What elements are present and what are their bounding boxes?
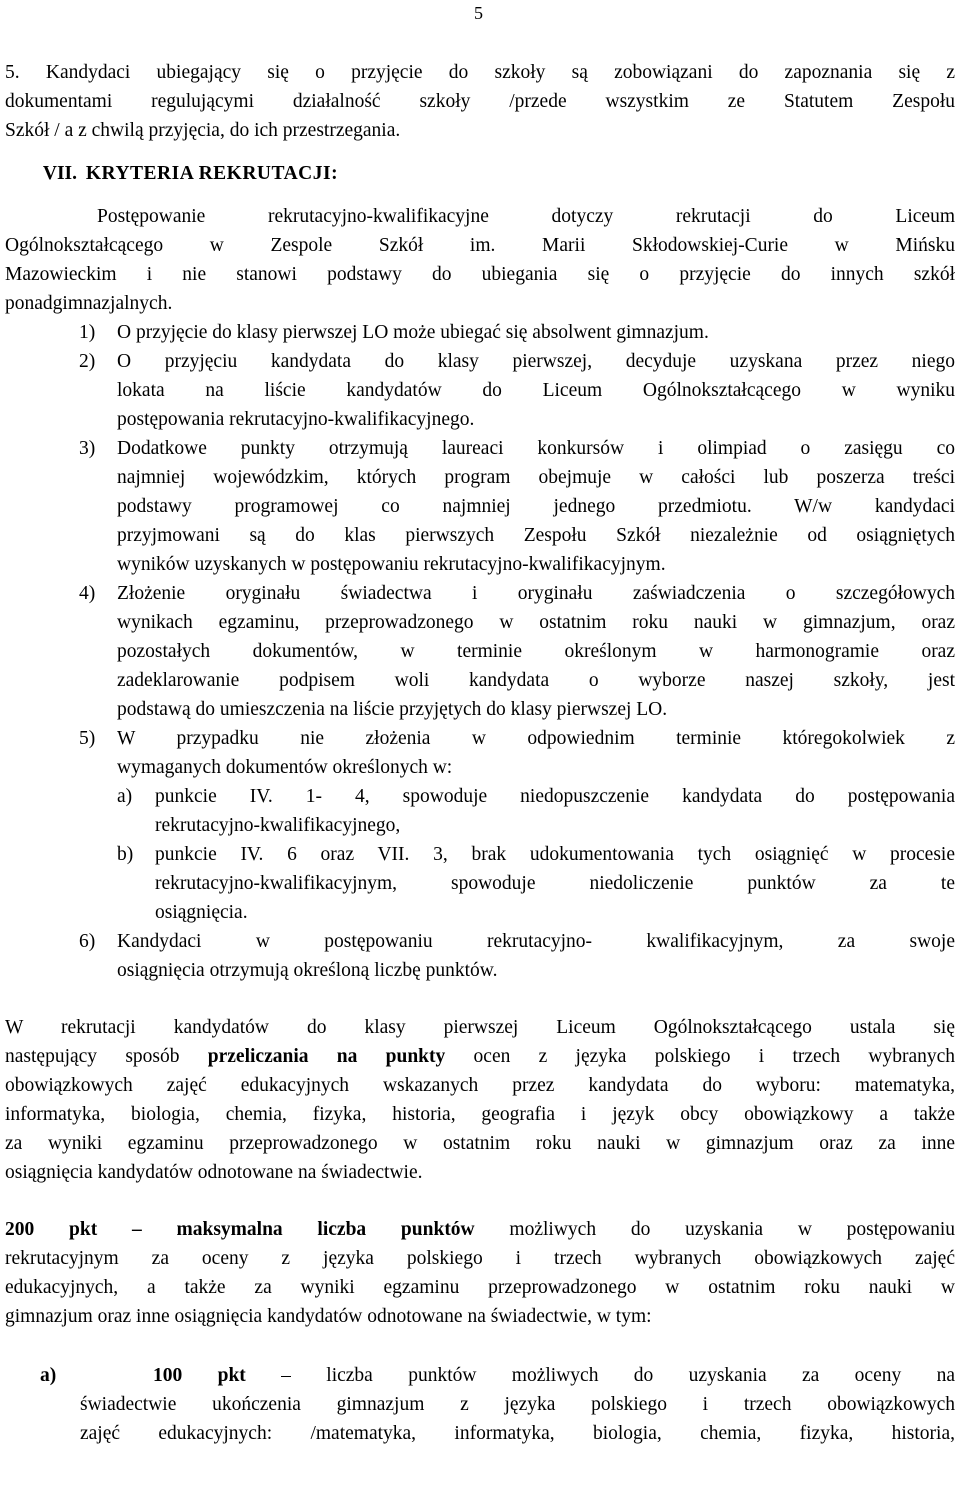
preamble — [5, 202, 955, 318]
paragraph-line: za wyniki egzaminu przeprowadzonego w ostatnim roku nauki w gimnazjum oraz za inne — [5, 1133, 955, 1154]
paragraph-line — [5, 1215, 955, 1244]
sub-list-marker: b) — [117, 844, 134, 865]
list-line: lokata na liście kandydatów do Liceum Ogólnokształcącego w wyniku — [117, 380, 955, 401]
point-line — [153, 1361, 955, 1390]
sub-list-item — [117, 782, 955, 840]
text-run: następujący sposób — [5, 1046, 180, 1067]
list-item — [5, 318, 955, 347]
list-line: Dodatkowe punkty otrzymują laureaci konkursów i olimpiad o zasięgu co — [117, 438, 955, 459]
list-item — [5, 579, 955, 724]
list-line: zadeklarowanie podpisem woli kandydata o wyborze naszej szkoły, jest — [117, 670, 955, 691]
sub-list-line: punkcie IV. 6 oraz VII. 3, brak udokumentowania tych osiągnięć w procesie — [155, 844, 955, 865]
criteria-list — [5, 318, 955, 985]
list-line: W przypadku nie złożenia w odpowiednim terminie któregokolwiek z — [117, 728, 955, 749]
list-line: osiągnięcia otrzymują określoną liczbę punktów. — [117, 960, 498, 981]
intro-line: dokumentami regulującymi działalność szkoły /przede wszystkim ze Statutem Zespołu — [5, 91, 955, 112]
list-line: Kandydaci w postępowaniu rekrutacyjno- kwalifikacyjnym, za swoje — [117, 931, 955, 952]
section-number: VII. — [42, 163, 77, 184]
list-marker: 5) — [79, 728, 96, 749]
list-line: postępowania rekrutacyjno-kwalifikacyjnego. — [117, 409, 475, 430]
paragraph-line: W rekrutacji kandydatów do klasy pierwszej Liceum Ogólnokształcącego ustala się — [5, 1017, 955, 1038]
preamble-line: ponadgimnazjalnych. — [5, 293, 173, 314]
sub-list-line: rekrutacyjno-kwalifikacyjnym, spowoduje niedoliczenie punktów za te — [155, 873, 955, 894]
list-line: Złożenie oryginału świadectwa i oryginału zaświadczenia o szczegółowych — [117, 583, 955, 604]
paragraph-line: rekrutacyjnym za oceny z języka polskiego i trzech wybranych obowiązkowych zajęć — [5, 1248, 955, 1269]
list-line: O przyjęciu kandydata do klasy pierwszej, decyduje uzyskana przez niego — [117, 351, 955, 372]
sub-list-marker: a) — [117, 786, 133, 807]
paragraph-line: osiągnięcia kandydatów odnotowane na świadectwie. — [5, 1162, 423, 1183]
list-marker: 4) — [79, 583, 96, 604]
scoring-paragraph — [5, 1013, 955, 1187]
spacer — [5, 1331, 955, 1361]
sub-list-line: osiągnięcia. — [155, 902, 248, 923]
point-a — [5, 1361, 955, 1390]
intro-number: 5. — [5, 62, 20, 83]
sub-list-item — [117, 840, 955, 927]
page-number: 5 — [474, 3, 483, 23]
list-marker: 3) — [79, 438, 96, 459]
point-a-continuation — [5, 1390, 955, 1448]
document-body — [5, 58, 955, 1448]
sub-list-line: punkcie IV. 1- 4, spowoduje niedopuszczenie kandydata do postępowania — [155, 786, 955, 807]
sub-list-line: rekrutacyjno-kwalifikacyjnego, — [155, 815, 401, 836]
list-marker: 1) — [79, 322, 96, 343]
intro-paragraph — [5, 58, 955, 145]
section-heading — [5, 159, 955, 188]
preamble-line: Ogólnokształcącego w Zespole Szkół im. Marii Skłodowskiej-Curie w Mińsku — [5, 235, 955, 256]
intro-text: Kandydaci ubiegający się o przyjęcie do szkoły są zobowiązani do zapoznania się z — [45, 62, 956, 83]
text-run: ocen z języka polskiego i trzech wybranych — [473, 1046, 956, 1067]
list-item — [5, 927, 955, 985]
text-run: – liczba punktów możliwych do uzyskania za oceny na — [281, 1365, 956, 1386]
list-item — [5, 434, 955, 579]
text-run: możliwych do uzyskania w postępowaniu — [509, 1219, 955, 1240]
preamble-line: Postępowanie rekrutacyjno-kwalifikacyjne dotyczy rekrutacji do Liceum — [97, 206, 955, 227]
intro-line: Szkół / a z chwilą przyjęcia, do ich przestrzegania. — [5, 120, 401, 141]
paragraph-line: obowiązkowych zajęć edukacyjnych wskazanych przez kandydata do wyboru: matematyka, — [5, 1075, 955, 1096]
list-line: wyników uzyskanych w postępowaniu rekrutacyjno-kwalifikacyjnym. — [117, 554, 666, 575]
list-line: najmniej wojewódzkim, których program obejmuje w całości lub poszerza treści — [117, 467, 955, 488]
list-marker: 6) — [79, 931, 96, 952]
preamble-line: Mazowieckim i nie stanowi podstawy do ubiegania się o przyjęcie do innych szkół — [5, 264, 955, 285]
point-line: zajęć edukacyjnych: /matematyka, informatyka, biologia, chemia, fizyka, historia, — [80, 1423, 955, 1444]
spacer — [5, 985, 955, 1013]
paragraph-line: gimnazjum oraz inne osiągnięcia kandydatów odnotowane na świadectwie, w tym: — [5, 1306, 652, 1327]
list-item — [5, 724, 955, 927]
bold-phrase: 200 pkt – maksymalna liczba punktów — [5, 1219, 475, 1240]
bold-phrase: przeliczania na punkty — [207, 1046, 446, 1067]
list-line: podstawy programowej co najmniej jednego przedmiotu. W/w kandydaci — [117, 496, 955, 517]
list-line: przyjmowani są do klas pierwszych Zespołu Szkół niezależnie od osiągniętych — [117, 525, 955, 546]
paragraph-line: informatyka, biologia, chemia, fizyka, historia, geografia i język obcy obowiązkowy a także — [5, 1104, 955, 1125]
point-line: świadectwie ukończenia gimnazjum z języka polskiego i trzech obowiązkowych — [80, 1394, 955, 1415]
list-line: podstawą do umieszczenia na liście przyjętych do klasy pierwszej LO. — [117, 699, 668, 720]
list-line: O przyjęcie do klasy pierwszej LO może ubiegać się absolwent gimnazjum. — [117, 322, 709, 343]
sub-list — [117, 782, 955, 927]
list-marker: 2) — [79, 351, 96, 372]
intro-line — [5, 58, 955, 87]
max-points-paragraph — [5, 1215, 955, 1331]
paragraph-line: edukacyjnych, a także za wyniki egzaminu przeprowadzonego w ostatnim roku nauki w — [5, 1277, 955, 1298]
list-line: pozostałych dokumentów, w terminie określonym w harmonogramie oraz — [117, 641, 955, 662]
bold-phrase: 100 pkt — [153, 1365, 246, 1386]
point-marker: a) — [40, 1365, 57, 1386]
section-title: KRYTERIA REKRUTACJI: — [85, 163, 339, 184]
list-item — [5, 347, 955, 434]
paragraph-line — [5, 1042, 955, 1071]
spacer — [5, 1187, 955, 1215]
list-line: wynikach egzaminu, przeprowadzonego w ostatnim roku nauki w gimnazjum, oraz — [117, 612, 955, 633]
list-line: wymaganych dokumentów określonych w: — [117, 757, 453, 778]
